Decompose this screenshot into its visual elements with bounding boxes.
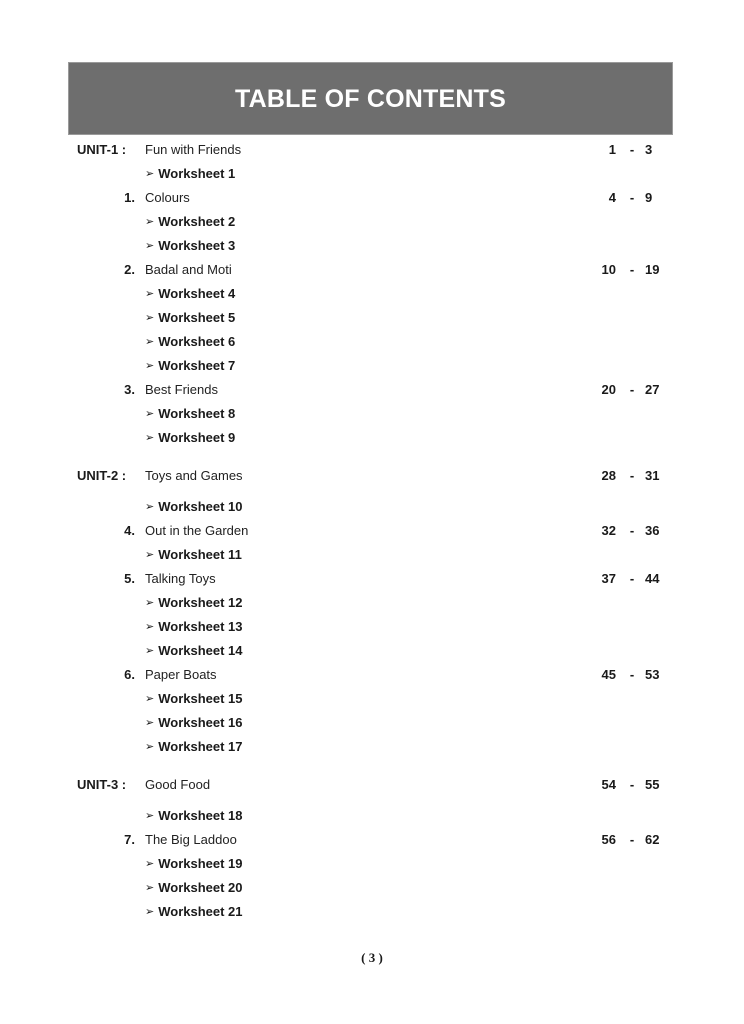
chapter-entry [0, 568, 744, 590]
arrow-bullet-icon: ➢ [145, 408, 155, 420]
worksheet-entry [0, 901, 744, 923]
worksheet-item [145, 235, 235, 258]
arrow-bullet-icon: ➢ [145, 216, 155, 228]
arrow-bullet-icon: ➢ [145, 597, 155, 609]
worksheet-label: Worksheet 5 [158, 310, 236, 325]
arrow-bullet-icon: ➢ [145, 717, 155, 729]
page-range-end: 55 [645, 777, 660, 792]
worksheet-item [145, 211, 235, 234]
worksheet-label: Worksheet 2 [158, 214, 236, 229]
page-range-dash: - [629, 262, 635, 277]
unit-label: UNIT-3 : [77, 777, 127, 792]
unit-title: Fun with Friends [145, 142, 242, 157]
worksheet-entry [0, 805, 744, 827]
worksheet-item [145, 616, 243, 639]
worksheet-item [145, 853, 243, 876]
worksheet-item [145, 592, 243, 615]
worksheet-label: Worksheet 13 [158, 619, 243, 634]
unit-entry [0, 465, 744, 487]
worksheet-entry [0, 736, 744, 758]
worksheet-entry [0, 163, 744, 185]
worksheet-entry [0, 331, 744, 353]
worksheet-label: Worksheet 12 [158, 595, 243, 610]
worksheet-entry [0, 544, 744, 566]
unit-label: UNIT-1 : [77, 142, 127, 157]
worksheet-item [145, 163, 235, 186]
chapter-entry [0, 379, 744, 401]
page-range-end: 62 [645, 832, 660, 847]
worksheet-label: Worksheet 3 [158, 238, 236, 253]
worksheet-entry [0, 640, 744, 662]
worksheet-entry [0, 235, 744, 257]
worksheet-entry [0, 427, 744, 449]
worksheet-entry [0, 616, 744, 638]
worksheet-item [145, 403, 235, 426]
worksheet-item [145, 496, 243, 519]
worksheet-label: Worksheet 18 [158, 808, 243, 823]
page-range-start: 45 [601, 667, 616, 682]
page-range-end: 44 [645, 571, 660, 586]
worksheet-label: Worksheet 10 [158, 499, 243, 514]
arrow-bullet-icon: ➢ [145, 501, 155, 513]
chapter-number: 1. [124, 190, 135, 205]
page-title: TABLE OF CONTENTS [235, 85, 506, 113]
worksheet-item [145, 688, 243, 711]
chapter-number: 4. [124, 523, 135, 538]
page-range-dash: - [629, 832, 635, 847]
worksheet-item [145, 427, 235, 450]
page-range-start: 37 [601, 571, 616, 586]
chapter-title: Out in the Garden [145, 523, 249, 538]
unit-title: Good Food [145, 777, 211, 792]
page-range-start: 54 [601, 777, 616, 792]
worksheet-item [145, 640, 243, 663]
worksheet-item [145, 877, 243, 900]
worksheet-label: Worksheet 16 [158, 715, 243, 730]
arrow-bullet-icon: ➢ [145, 645, 155, 657]
worksheet-entry [0, 712, 744, 734]
arrow-bullet-icon: ➢ [145, 693, 155, 705]
worksheet-item [145, 331, 235, 354]
unit-entry [0, 139, 744, 161]
chapter-number: 3. [124, 382, 135, 397]
page-range-start: 4 [608, 190, 616, 205]
chapter-number: 7. [124, 832, 135, 847]
worksheet-label: Worksheet 9 [158, 430, 236, 445]
chapter-title: Paper Boats [145, 667, 217, 682]
worksheet-item [145, 355, 235, 378]
page-range-end: 19 [645, 262, 660, 277]
worksheet-label: Worksheet 15 [158, 691, 243, 706]
arrow-bullet-icon: ➢ [145, 858, 155, 870]
chapter-title: Badal and Moti [145, 262, 232, 277]
arrow-bullet-icon: ➢ [145, 432, 155, 444]
page-range-end: 27 [645, 382, 660, 397]
worksheet-label: Worksheet 7 [158, 358, 236, 373]
arrow-bullet-icon: ➢ [145, 882, 155, 894]
worksheet-label: Worksheet 1 [158, 166, 236, 181]
worksheet-entry [0, 307, 744, 329]
page-range-end: 9 [645, 190, 653, 205]
worksheet-label: Worksheet 11 [158, 547, 242, 562]
chapter-entry [0, 664, 744, 686]
page-range-dash: - [629, 523, 635, 538]
worksheet-entry [0, 688, 744, 710]
worksheet-item [145, 307, 235, 330]
chapter-entry [0, 187, 744, 209]
page-number: ( 3 ) [361, 950, 383, 965]
chapter-number: 6. [124, 667, 135, 682]
page-range-end: 36 [645, 523, 660, 538]
page-range-end: 3 [645, 142, 653, 157]
worksheet-entry [0, 403, 744, 425]
worksheet-item [145, 544, 242, 567]
page-range-start: 20 [601, 382, 616, 397]
page-range-dash: - [629, 468, 635, 483]
worksheet-label: Worksheet 6 [158, 334, 236, 349]
chapter-entry [0, 520, 744, 542]
worksheet-item [145, 712, 243, 735]
page-range-end: 31 [645, 468, 660, 483]
worksheet-entry [0, 877, 744, 899]
page-range-start: 1 [608, 142, 616, 157]
worksheet-entry [0, 592, 744, 614]
arrow-bullet-icon: ➢ [145, 549, 155, 561]
page-range-dash: - [629, 571, 635, 586]
page-range-start: 32 [601, 523, 616, 538]
worksheet-entry [0, 355, 744, 377]
worksheet-entry [0, 853, 744, 875]
page-range-dash: - [629, 382, 635, 397]
arrow-bullet-icon: ➢ [145, 240, 155, 252]
worksheet-entry [0, 211, 744, 233]
chapter-title: Talking Toys [145, 571, 216, 586]
page-range-start: 56 [601, 832, 616, 847]
unit-entry [0, 774, 744, 796]
worksheet-label: Worksheet 21 [158, 904, 243, 919]
worksheet-item [145, 805, 243, 828]
chapter-title: Colours [145, 190, 190, 205]
chapter-title: The Big Laddoo [145, 832, 237, 847]
page-range-end: 53 [645, 667, 660, 682]
arrow-bullet-icon: ➢ [145, 741, 155, 753]
chapter-title: Best Friends [145, 382, 218, 397]
worksheet-item [145, 283, 235, 306]
worksheet-label: Worksheet 8 [158, 406, 236, 421]
arrow-bullet-icon: ➢ [145, 168, 155, 180]
worksheet-item [145, 901, 243, 924]
arrow-bullet-icon: ➢ [145, 360, 155, 372]
worksheet-label: Worksheet 4 [158, 286, 236, 301]
worksheet-item [145, 736, 243, 759]
arrow-bullet-icon: ➢ [145, 336, 155, 348]
page-range-dash: - [629, 190, 635, 205]
arrow-bullet-icon: ➢ [145, 312, 155, 324]
chapter-entry [0, 829, 744, 851]
page-range-dash: - [629, 667, 635, 682]
worksheet-entry [0, 283, 744, 305]
unit-label: UNIT-2 : [77, 468, 127, 483]
chapter-number: 5. [124, 571, 135, 586]
arrow-bullet-icon: ➢ [145, 906, 155, 918]
worksheet-label: Worksheet 20 [158, 880, 243, 895]
worksheet-label: Worksheet 14 [158, 643, 243, 658]
chapter-entry [0, 259, 744, 281]
arrow-bullet-icon: ➢ [145, 810, 155, 822]
unit-title: Toys and Games [145, 468, 243, 483]
worksheet-entry [0, 496, 744, 518]
page-range-dash: - [629, 142, 635, 157]
page-range-dash: - [629, 777, 635, 792]
worksheet-label: Worksheet 19 [158, 856, 243, 871]
page-range-start: 28 [601, 468, 616, 483]
worksheet-label: Worksheet 17 [158, 739, 243, 754]
chapter-number: 2. [124, 262, 135, 277]
arrow-bullet-icon: ➢ [145, 621, 155, 633]
page-range-start: 10 [601, 262, 616, 277]
arrow-bullet-icon: ➢ [145, 288, 155, 300]
